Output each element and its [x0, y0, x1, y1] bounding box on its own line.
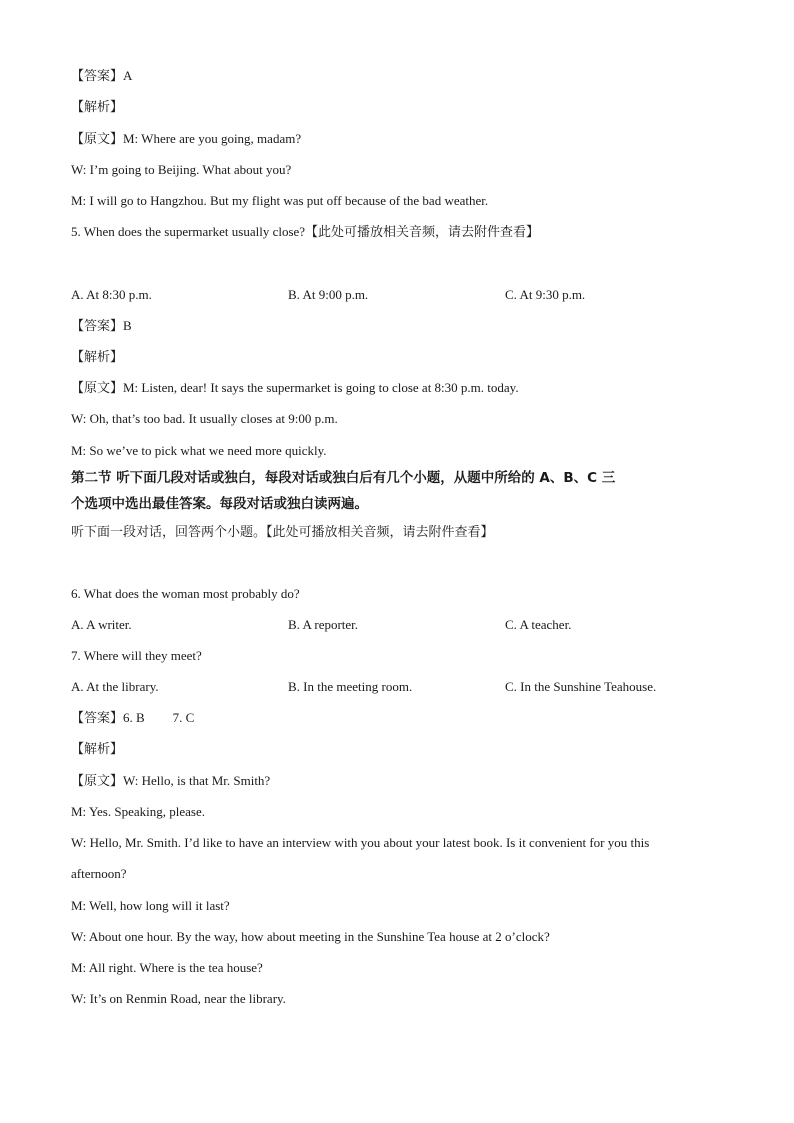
transcript-line: W: Hello, Mr. Smith. I’d like to have an interview with you about your latest book. Is it convenient for you this [71, 835, 650, 850]
transcript-line: W: Oh, that’s too bad. It usually closes at 9:00 p.m. [71, 411, 338, 426]
analysis-label: 【解析】 [71, 99, 124, 114]
transcript-line: 【原文】M: Listen, dear! It says the supermarket is going to close at 8:30 p.m. today. [71, 380, 519, 395]
answer-label [71, 710, 194, 726]
analysis-label: 【解析】 [71, 349, 124, 364]
section-heading: 第二节 听下面几段对话或独白，每段对话或独白后有几个小题，从题中所给的 A、B、C 三 [71, 470, 616, 486]
transcript-line: M: Yes. Speaking, please. [71, 804, 205, 819]
transcript-line: M: So we’ve to pick what we need more quickly. [71, 443, 327, 458]
analysis-label: 【解析】 [71, 741, 124, 756]
section-heading: 个选项中选出最佳答案。每段对话或独白读两遍。 [71, 496, 368, 512]
q6-option-c: C. A teacher. [505, 617, 572, 632]
q7-option-b: B. In the meeting room. [288, 679, 413, 694]
q6-option-a: A. A writer. [71, 617, 132, 632]
answer-6: 【答案】6. B [71, 710, 145, 725]
answer-label: 【答案】A [71, 68, 133, 83]
q5-option-a: A. At 8:30 p.m. [71, 287, 152, 302]
section-instruction: 听下面一段对话，回答两个小题。【此处可播放相关音频，请去附件查看】 [71, 524, 494, 539]
transcript-line: afternoon? [71, 866, 127, 881]
question-5: 5. When does the supermarket usually close?【此处可播放相关音频，请去附件查看】 [71, 224, 540, 239]
question-6: 6. What does the woman most probably do? [71, 586, 300, 601]
answer-7: 7. C [172, 710, 195, 725]
q7-option-a: A. At the library. [71, 679, 159, 694]
transcript-line: W: About one hour. By the way, how about meeting in the Sunshine Tea house at 2 o’clock? [71, 929, 550, 944]
q6-option-b: B. A reporter. [288, 617, 359, 632]
q7-option-c: C. In the Sunshine Teahouse. [505, 679, 657, 694]
transcript-line: W: I’m going to Beijing. What about you? [71, 162, 292, 177]
q5-option-c: C. At 9:30 p.m. [505, 287, 586, 302]
transcript-line: M: All right. Where is the tea house? [71, 960, 263, 975]
transcript-line: 【原文】M: Where are you going, madam? [71, 131, 302, 146]
transcript-line: 【原文】W: Hello, is that Mr. Smith? [71, 773, 271, 788]
question-7: 7. Where will they meet? [71, 648, 202, 663]
answer-label: 【答案】B [71, 318, 132, 333]
q5-option-b: B. At 9:00 p.m. [288, 287, 369, 302]
transcript-line: W: It’s on Renmin Road, near the library. [71, 991, 286, 1006]
transcript-line: M: Well, how long will it last? [71, 898, 230, 913]
transcript-line: M: I will go to Hangzhou. But my flight was put off because of the bad weather. [71, 193, 489, 208]
